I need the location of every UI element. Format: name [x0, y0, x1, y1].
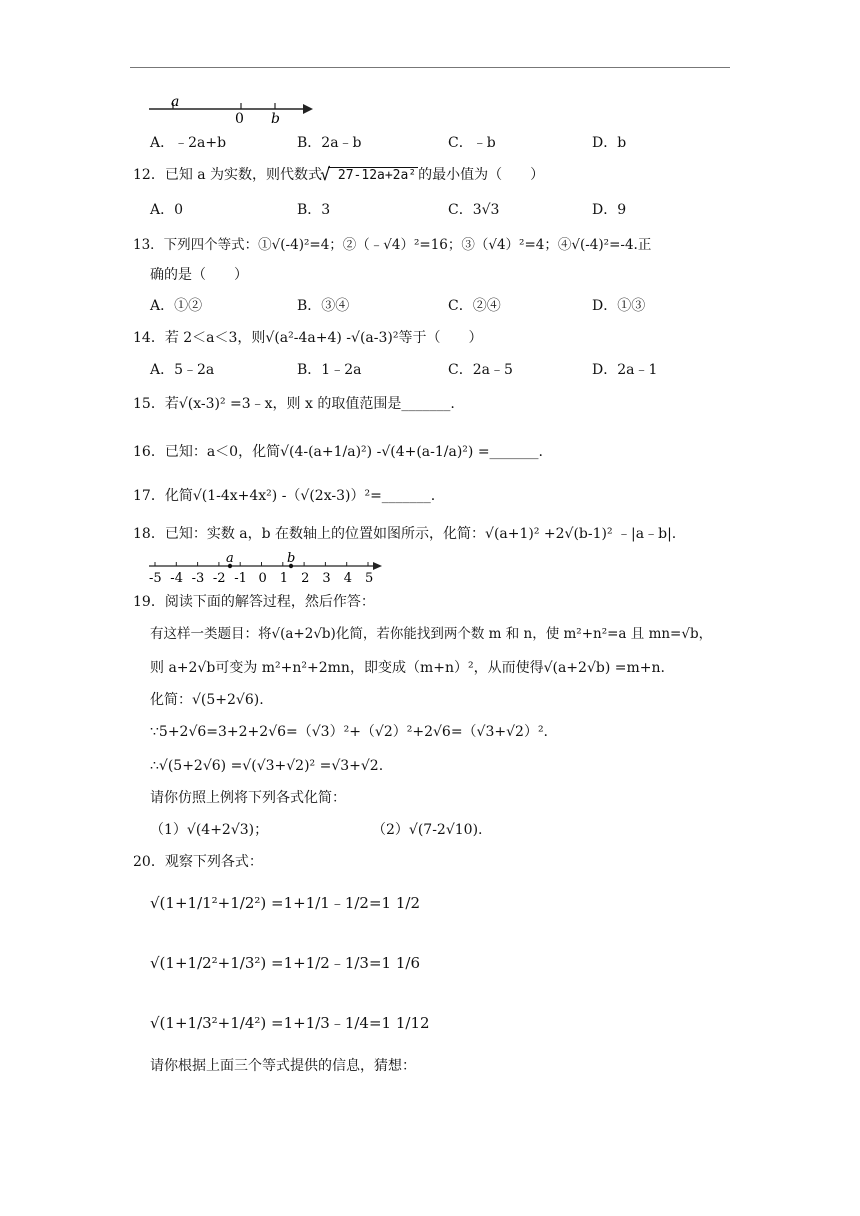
q12-text	[133, 165, 544, 186]
q13-option-b: B．③④	[297, 298, 350, 314]
q20-footer: 请你根据上面三个等式提供的信息，猜想：	[150, 1058, 416, 1074]
q18-tick-label: -4	[170, 571, 183, 584]
q11-option-a: A．﹣2a+b	[150, 135, 227, 151]
q11-option-b: B．2a﹣b	[297, 135, 362, 151]
q17-text: 17．化简√(1-4x+4x²) -（√(2x-3)）²=_______.	[133, 488, 436, 504]
q16-text: 16．已知：a＜0，化简√(4-(a+1/a)²) -√(4+(a-1/a)²) =_______.	[133, 444, 544, 460]
q20-eq2: √(1+1/2²+1/3²) =1+1/2﹣1/3=1 1/6	[150, 954, 421, 972]
q18-tick-label: -5	[149, 571, 162, 584]
q12-suffix: 的最小值为（ ）	[418, 167, 545, 183]
q14-option-d: D．2a﹣1	[592, 362, 658, 378]
q12-option-d: D．9	[592, 202, 627, 218]
q13-option-a: A．①②	[150, 298, 203, 314]
q11-number-line	[145, 96, 325, 126]
q14-option-a: A．5﹣2a	[150, 362, 215, 378]
q11-label-a: a	[171, 96, 180, 110]
q15-text: 15．若√(x-3)² =3﹣x，则 x 的取值范围是_______.	[133, 396, 455, 412]
q18-tick-label: 4	[343, 571, 352, 584]
q19-p4: ∵5+2√6=3+2+2√6=（√3）²+（√2）²+2√6=（√3+√2）².	[150, 724, 549, 740]
q18-tick-label: 5	[365, 571, 374, 584]
q12-radicand: 27-12a+2a²	[337, 168, 417, 183]
q18-tick-label: -2	[212, 571, 226, 584]
q14-text: 14．若 2＜a＜3，则√(a²-4a+4) -√(a-3)²等于（ ）	[133, 330, 483, 346]
q18-tick-label: 3	[322, 571, 331, 584]
q18-number-line	[145, 552, 390, 584]
q20-eq3: √(1+1/3²+1/4²) =1+1/3﹣1/4=1 1/12	[150, 1014, 430, 1032]
q13-option-c: C．②④	[448, 298, 501, 314]
q12-prefix: 12．已知 a 为实数，则代数式	[133, 167, 323, 183]
q18-text: 18．已知：实数 a，b 在数轴上的位置如图所示，化简：√(a+1)² +2√(b-1)² ﹣|a﹣b|.	[133, 526, 677, 542]
q14-option-c: C．2a﹣5	[448, 362, 513, 378]
q20-title: 20．观察下列各式：	[133, 854, 263, 870]
q19-title: 19．阅读下面的解答过程，然后作答：	[133, 594, 375, 610]
q19-p6: 请你仿照上例将下列各式化简：	[150, 790, 346, 806]
q18-tick-label: 2	[301, 571, 310, 584]
q14-option-b: B．1﹣2a	[297, 362, 362, 378]
q18-tick-label: -3	[191, 571, 205, 584]
q13-line2: 确的是（ ）	[150, 267, 248, 283]
q19-p3: 化简：√(5+2√6).	[150, 692, 264, 708]
q18-tick-label: 1	[279, 571, 289, 584]
q12-option-b: B．3	[297, 202, 331, 218]
q12-option-a: A．0	[150, 202, 184, 218]
q18-tick-label: 0	[258, 571, 267, 584]
q11-label-b: b	[271, 111, 280, 126]
q13-option-d: D．①③	[592, 298, 646, 314]
q13-line1: 13．下列四个等式：①√(-4)²=4；②（﹣√4）²=16；③（√4）²=4；④√(-4)²=-4.正	[133, 237, 652, 253]
q19-sub1: （1）√(4+2√3)；	[150, 822, 269, 838]
q18-point-label-b: b	[287, 552, 296, 566]
q11-label-0: 0	[235, 111, 244, 126]
q18-point-label-a: a	[226, 552, 234, 566]
header-rule	[130, 67, 730, 68]
q18-tick-label: -1	[234, 571, 247, 584]
q19-sub2: （2）√(7-2√10).	[372, 822, 483, 838]
q19-p1: 有这样一类题目：将√(a+2√b)化简，若你能找到两个数 m 和 n，使 m²+n²=a 且 mn=√b，	[150, 626, 713, 642]
q12-option-c: C．3√3	[448, 202, 500, 218]
q12-radical-icon: √	[320, 165, 331, 185]
q19-p2: 则 a+2√b可变为 m²+n²+2mn，即变成（m+n）²，从而使得√(a+2√b) =m+n.	[150, 660, 665, 676]
q20-eq1: √(1+1/1²+1/2²) =1+1/1﹣1/2=1 1/2	[150, 894, 421, 912]
q11-option-c: C．﹣b	[448, 135, 496, 151]
q11-option-d: D．b	[592, 135, 627, 151]
q19-p5: ∴√(5+2√6) =√(√3+√2)² =√3+√2.	[150, 758, 384, 774]
